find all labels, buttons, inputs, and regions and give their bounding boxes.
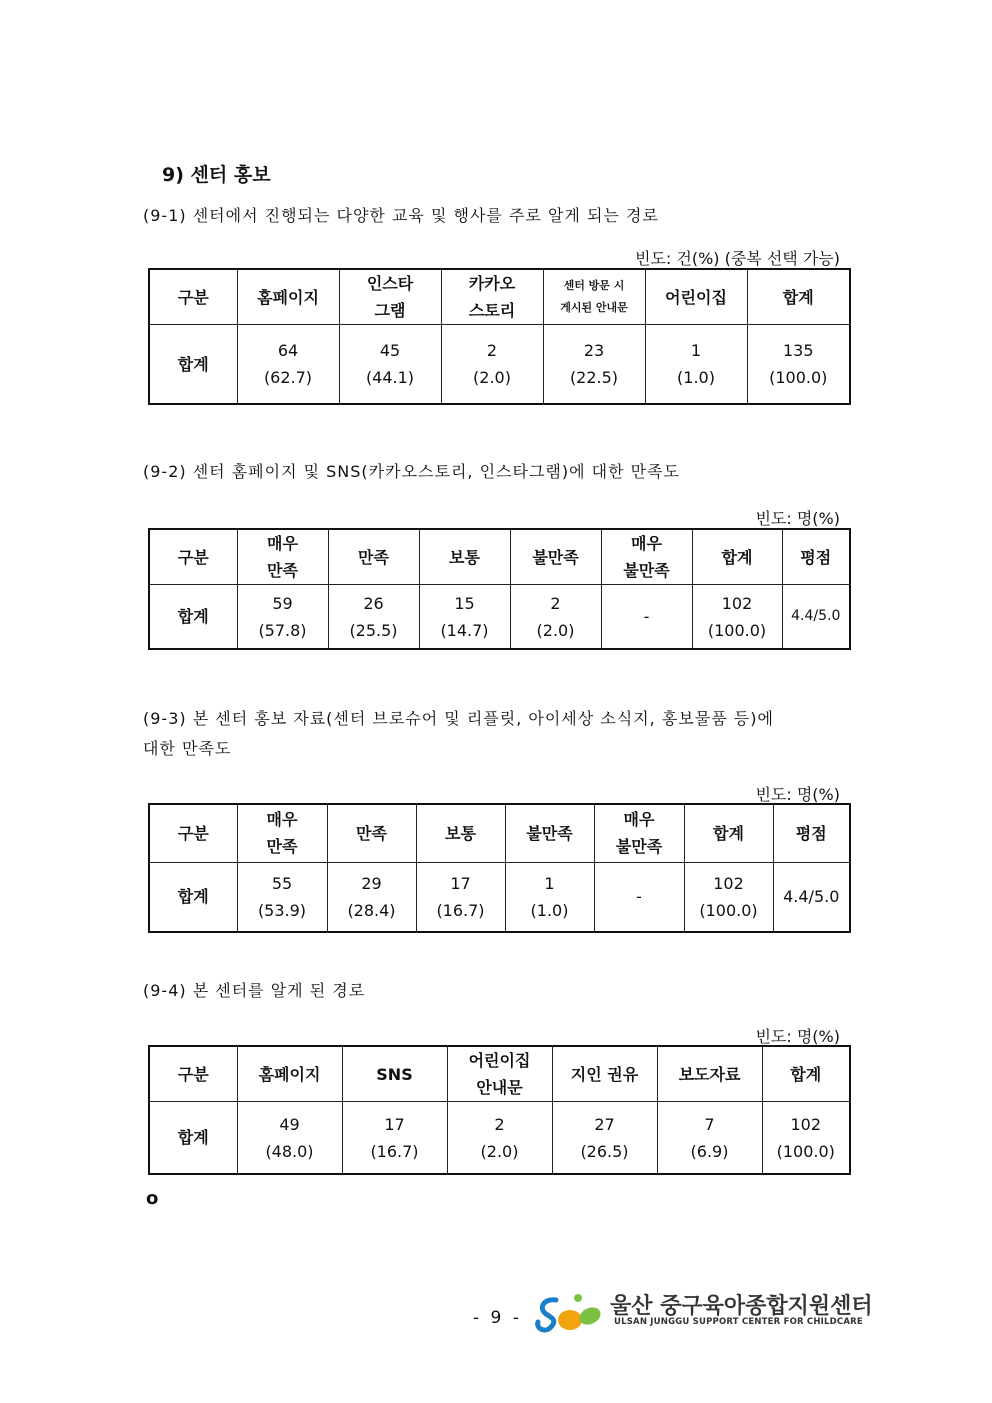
logo-small-dot <box>574 1294 582 1302</box>
header-referral: 지인 권유 <box>552 1046 657 1102</box>
cell-value: 27 (26.5) <box>552 1102 657 1175</box>
cell-value: 1 (1.0) <box>645 325 747 405</box>
header-total: 합계 <box>684 804 773 862</box>
header-score: 평점 <box>782 529 850 585</box>
header-neutral: 보통 <box>419 529 510 585</box>
header-kakaostory: 카카오 스토리 <box>441 269 543 325</box>
header-score: 평점 <box>773 804 850 862</box>
cell-value: 15 (14.7) <box>419 585 510 650</box>
cell-value: 2 (2.0) <box>510 585 601 650</box>
header-category: 구분 <box>149 1046 237 1102</box>
cell-value: - <box>594 862 684 932</box>
cell-value: 55 (53.9) <box>237 862 327 932</box>
q4-unit: 빈도: 명(%) <box>755 1027 840 1046</box>
cell-value: 2 (2.0) <box>441 325 543 405</box>
q1-table <box>148 268 851 405</box>
q1-title: (9-1) 센터에서 진행되는 다양한 교육 및 행사를 주로 알게 되는 경로 <box>143 206 659 225</box>
header-sns: SNS <box>342 1046 447 1102</box>
cell-value: 102 (100.0) <box>692 585 782 650</box>
header-very-dissatisfied: 매우 불만족 <box>601 529 692 585</box>
header-center-notice: 센터 방문 시 게시된 안내문 <box>543 269 645 325</box>
cell-value: 45 (44.1) <box>339 325 441 405</box>
row-label: 합계 <box>149 1102 237 1175</box>
header-total: 합계 <box>747 269 850 325</box>
cell-score: 4.4/5.0 <box>773 862 850 932</box>
row-label: 합계 <box>149 325 237 405</box>
cell-value: 1 (1.0) <box>505 862 594 932</box>
q4-title: (9-4) 본 센터를 알게 된 경로 <box>143 981 366 1000</box>
cell-value: 17 (16.7) <box>416 862 505 932</box>
bullet-marker: o <box>146 1188 159 1209</box>
org-name-english: ULSAN JUNGGU SUPPORT CENTER FOR CHILDCARE <box>614 1317 863 1327</box>
header-very-satisfied: 매우 만족 <box>237 804 327 862</box>
cell-value: 59 (57.8) <box>237 585 328 650</box>
header-category: 구분 <box>149 269 237 325</box>
header-very-satisfied: 매우 만족 <box>237 529 328 585</box>
header-very-dissatisfied: 매우 불만족 <box>594 804 684 862</box>
cell-value: 2 (2.0) <box>447 1102 552 1175</box>
logo-orange-dot <box>558 1310 582 1330</box>
row-label: 합계 <box>149 585 237 650</box>
header-category: 구분 <box>149 804 237 862</box>
cell-score: 4.4/5.0 <box>782 585 850 650</box>
q2-table <box>148 528 851 650</box>
header-neutral: 보통 <box>416 804 505 862</box>
cell-value: 26 (25.5) <box>328 585 419 650</box>
q3-table <box>148 803 851 933</box>
cell-value: 102 (100.0) <box>762 1102 850 1175</box>
header-press: 보도자료 <box>657 1046 762 1102</box>
header-homepage: 홈페이지 <box>237 269 339 325</box>
q2-unit: 빈도: 명(%) <box>755 509 840 528</box>
cell-value: - <box>601 585 692 650</box>
logo-swirl-blue <box>538 1300 556 1330</box>
header-satisfied: 만족 <box>328 529 419 585</box>
cell-value: 64 (62.7) <box>237 325 339 405</box>
header-total: 합계 <box>692 529 782 585</box>
cell-value: 23 (22.5) <box>543 325 645 405</box>
cell-value: 7 (6.9) <box>657 1102 762 1175</box>
cell-value: 49 (48.0) <box>237 1102 342 1175</box>
header-homepage: 홈페이지 <box>237 1046 342 1102</box>
cell-value: 17 (16.7) <box>342 1102 447 1175</box>
header-daycare: 어린이집 <box>645 269 747 325</box>
row-label: 합계 <box>149 862 237 932</box>
q3-title-line2: 대한 만족도 <box>143 739 232 758</box>
header-instagram: 인스타 그램 <box>339 269 441 325</box>
cell-value: 135 (100.0) <box>747 325 850 405</box>
cell-value: 102 (100.0) <box>684 862 773 932</box>
header-total: 합계 <box>762 1046 850 1102</box>
header-dissatisfied: 불만족 <box>505 804 594 862</box>
header-satisfied: 만족 <box>327 804 416 862</box>
org-logo-icon <box>534 1290 604 1334</box>
page-number: - 9 - <box>473 1308 522 1328</box>
header-category: 구분 <box>149 529 237 585</box>
q1-unit: 빈도: 건(%) (중복 선택 가능) <box>634 249 840 268</box>
q3-title-line1: (9-3) 본 센터 홍보 자료(센터 브로슈어 및 리플릿, 아이세상 소식지, 홍보물품 등)에 <box>143 709 774 728</box>
q4-table <box>148 1045 851 1175</box>
org-name-korean: 울산 중구육아종합지원센터 <box>610 1294 873 1319</box>
header-dissatisfied: 불만족 <box>510 529 601 585</box>
cell-value: 29 (28.4) <box>327 862 416 932</box>
header-daycare-notice: 어린이집 안내문 <box>447 1046 552 1102</box>
q2-title: (9-2) 센터 홈페이지 및 SNS(카카오스토리, 인스타그램)에 대한 만족도 <box>143 462 681 481</box>
q3-unit: 빈도: 명(%) <box>755 785 840 804</box>
section-title: 9) 센터 홍보 <box>162 164 271 186</box>
